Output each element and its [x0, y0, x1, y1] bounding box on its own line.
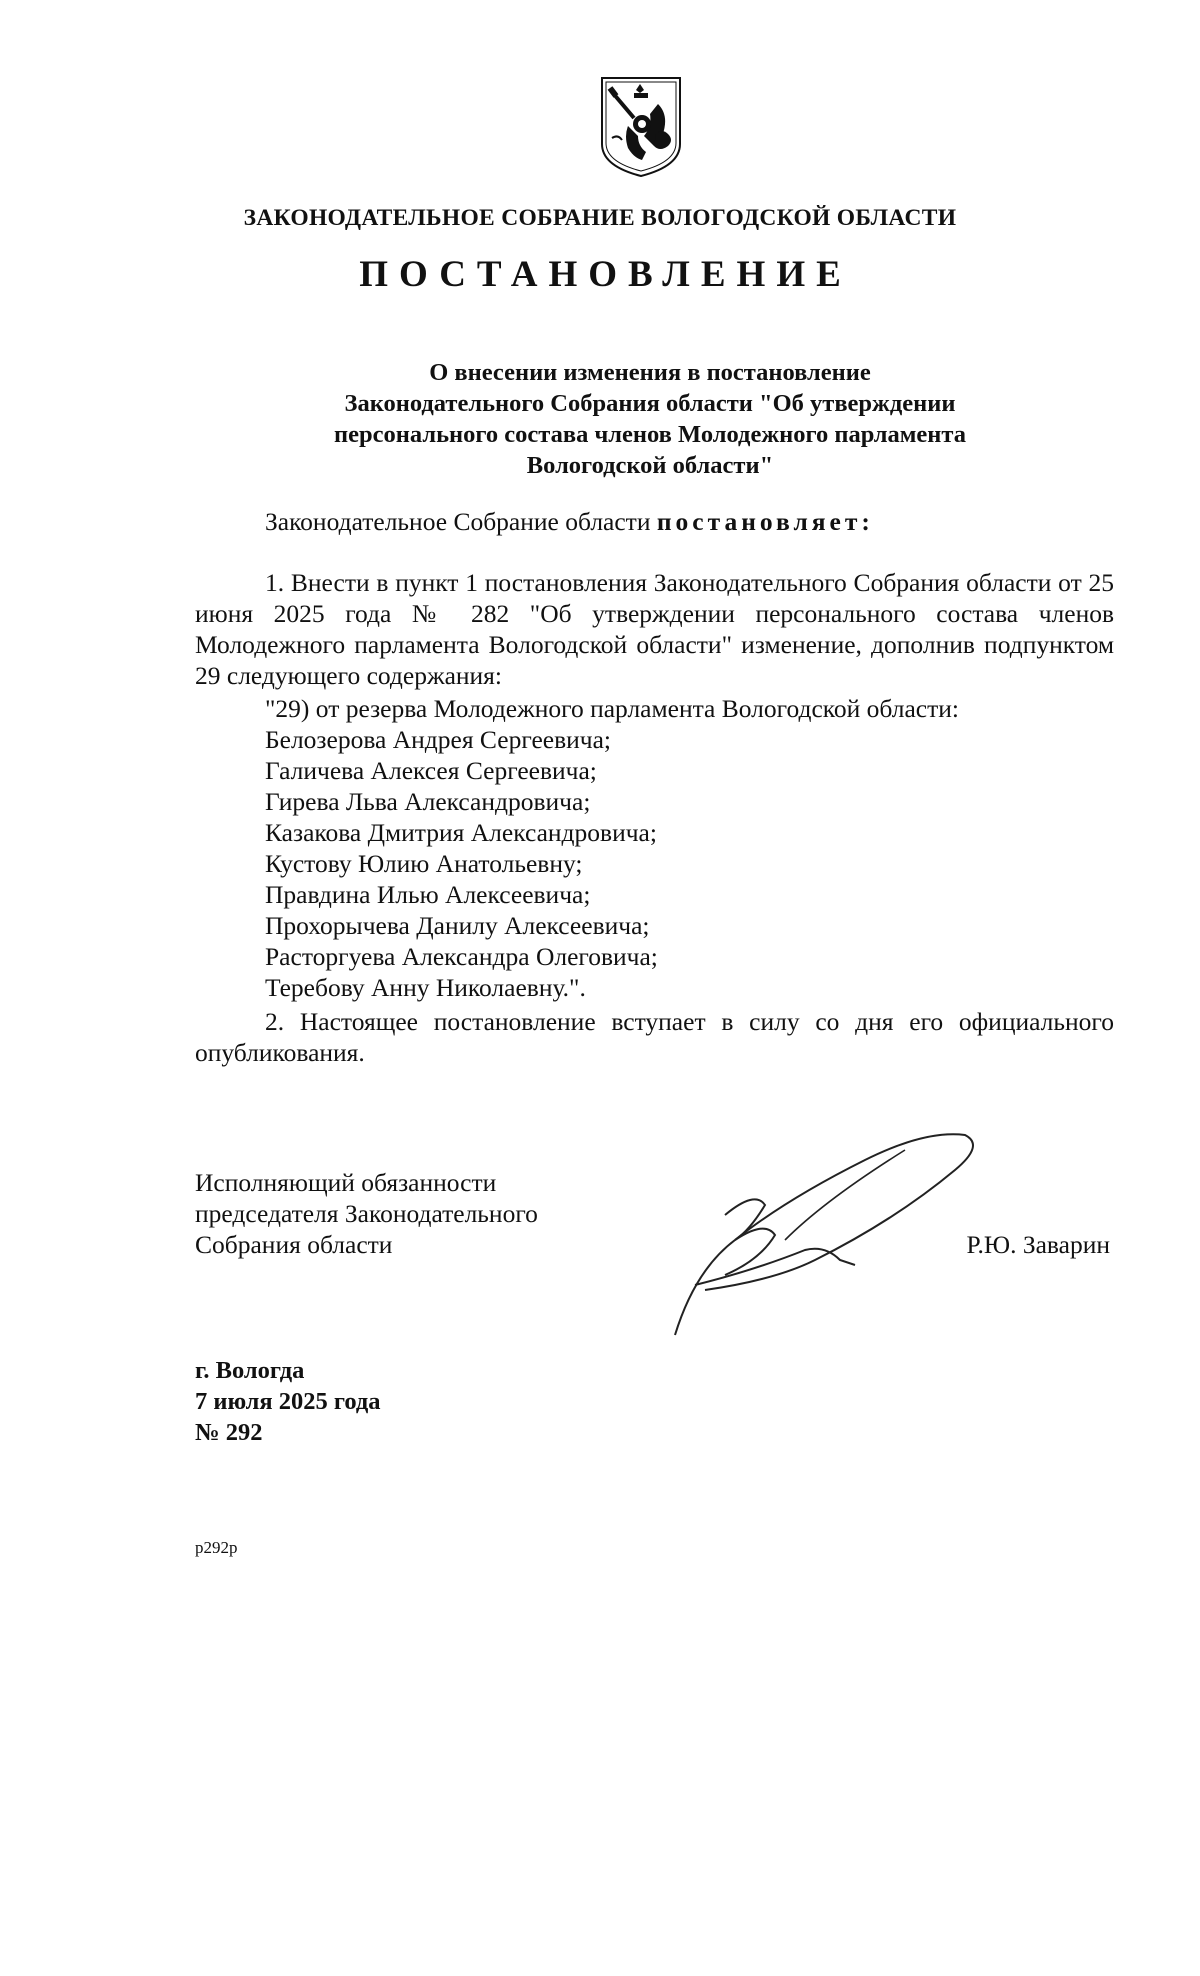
- paragraph-1: 1. Внести в пункт 1 постановления Законодательного Собрания области от 25 июня 2025 года № 282 "Об утверждении персонального состава членов Молодежного парламента Вологодской области" изменение, дополнив подпунктом 29 следующего содержания:: [195, 568, 1114, 690]
- place-date-number: [195, 1355, 381, 1448]
- handwritten-signature-icon: [665, 1120, 990, 1345]
- title-line: Вологодской области": [526, 452, 774, 479]
- list-item: Белозерова Андрея Сергеевича;: [265, 725, 611, 754]
- list-item: Правдина Илью Алексеевича;: [265, 880, 591, 909]
- list-item: Кустову Юлию Анатольевну;: [265, 849, 583, 878]
- intro-paragraph: [195, 506, 1114, 537]
- date: 7 июля 2025 года: [195, 1388, 381, 1415]
- document-code: p292p: [195, 1538, 238, 1557]
- title-line: Законодательного Собрания области "Об утверждении: [344, 390, 956, 417]
- intro-resolves: постановляет:: [656, 507, 874, 536]
- list-item: Теребову Анну Николаевну.".: [265, 973, 586, 1002]
- title-line: О внесении изменения в постановление: [429, 359, 871, 386]
- title-line: персонального состава членов Молодежного парламента: [334, 421, 966, 448]
- signer-position: [195, 1167, 538, 1260]
- list-item: Прохорычева Данилу Алексеевича;: [265, 911, 650, 940]
- signer-name: Р.Ю. Заварин: [966, 1230, 1110, 1259]
- document-type: ПОСТАНОВЛЕНИЕ: [359, 254, 852, 295]
- document-number: № 292: [195, 1419, 263, 1446]
- list-item: "29) от резерва Молодежного парламента Вологодской области:: [265, 694, 959, 723]
- vologda-coat-of-arms-icon: [598, 74, 684, 180]
- position-line: Собрания области: [195, 1230, 393, 1259]
- list-item: Галичева Алексея Сергеевича;: [265, 756, 597, 785]
- organization-name: ЗАКОНОДАТЕЛЬНОЕ СОБРАНИЕ ВОЛОГОДСКОЙ ОБЛАСТИ: [243, 205, 957, 231]
- member-list: [195, 693, 1114, 1003]
- intro-prefix: Законодательное Собрание области: [265, 507, 657, 536]
- position-line: председателя Законодательного: [195, 1199, 538, 1228]
- position-line: Исполняющий обязанности: [195, 1168, 497, 1197]
- place: г. Вологда: [195, 1357, 305, 1384]
- list-item: Расторгуева Александра Олеговича;: [265, 942, 658, 971]
- list-item: Гирева Льва Александровича;: [265, 787, 591, 816]
- document-title: [200, 357, 1100, 481]
- list-item: Казакова Дмитрия Александровича;: [265, 818, 657, 847]
- paragraph-2: 2. Настоящее постановление вступает в силу со дня его официального опубликования.: [195, 1007, 1114, 1067]
